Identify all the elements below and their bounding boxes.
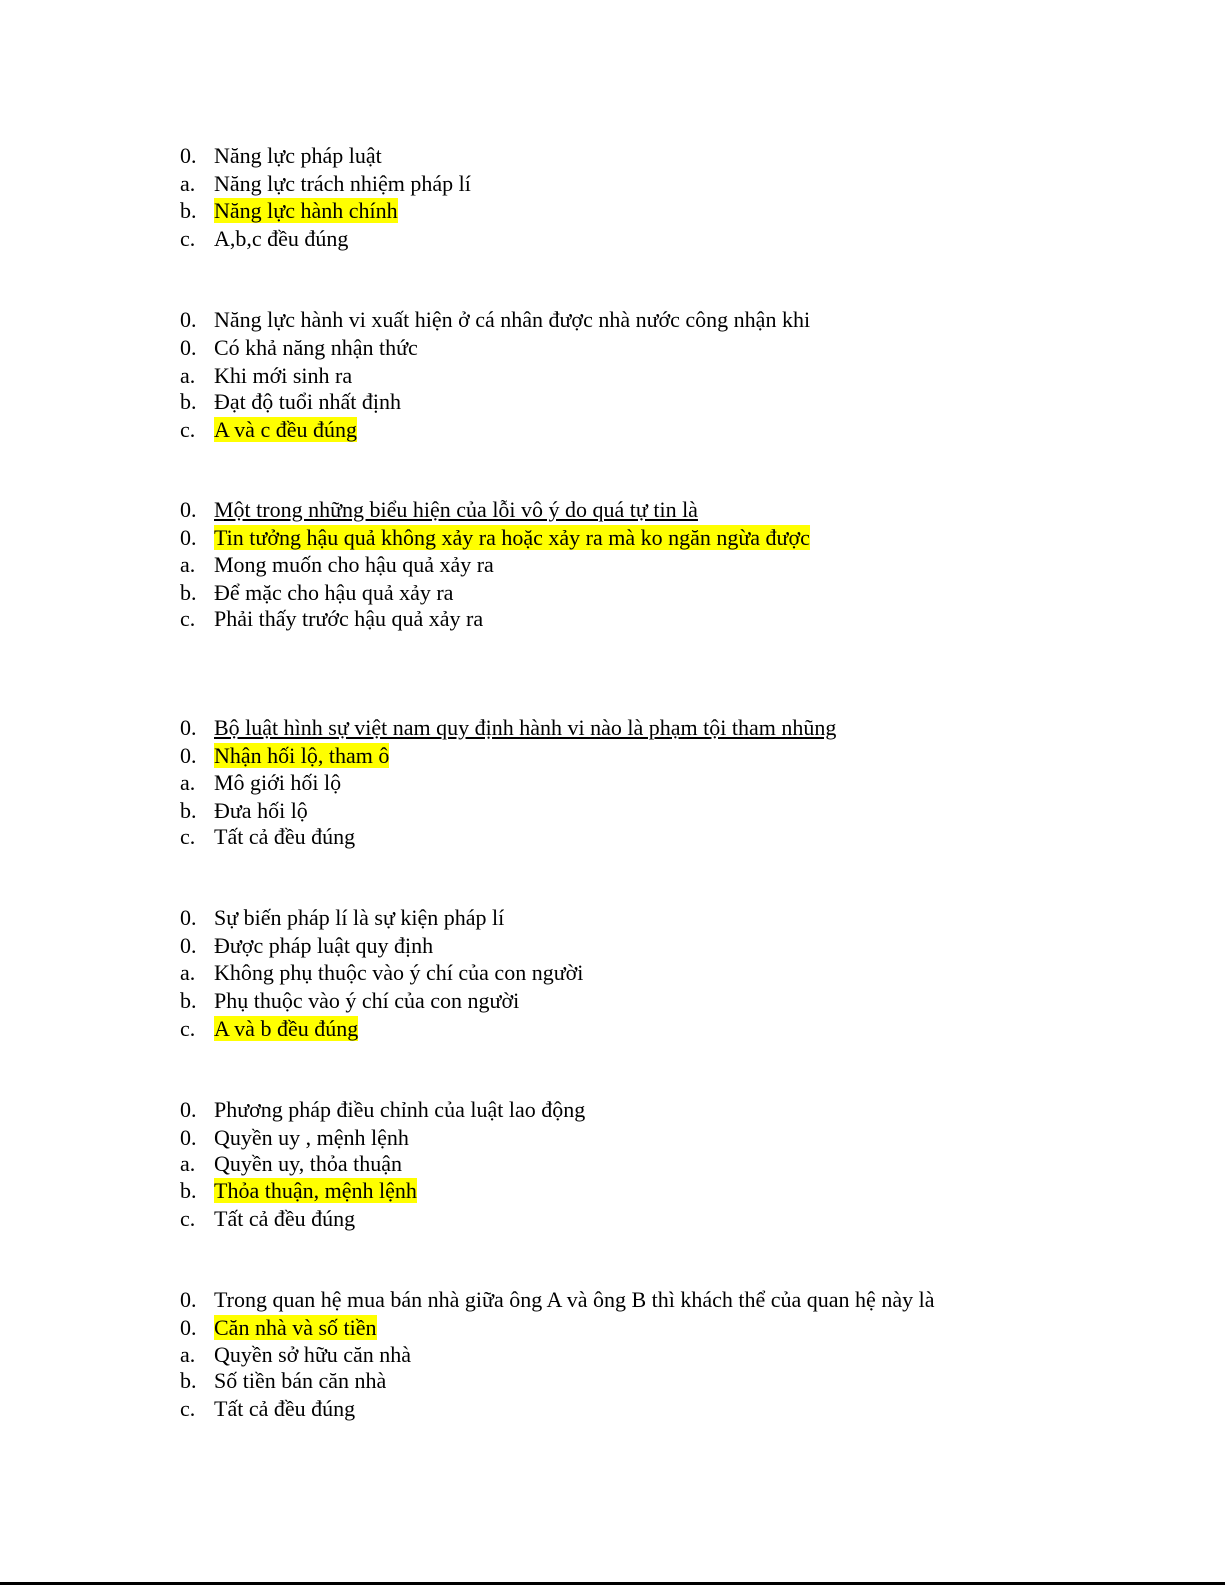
list-marker: 0. bbox=[180, 715, 197, 740]
list-item bbox=[180, 1150, 402, 1178]
list-item bbox=[180, 225, 348, 253]
question-text: Trong quan hệ mua bán nhà giữa ông A và ông B thì khách thể của quan hệ này là bbox=[214, 1287, 935, 1312]
list-marker: c. bbox=[180, 606, 196, 631]
list-item bbox=[180, 1341, 411, 1369]
list-marker: a. bbox=[180, 363, 196, 388]
list-marker: a. bbox=[180, 1151, 196, 1176]
list-marker: c. bbox=[180, 417, 196, 442]
list-marker: a. bbox=[180, 960, 196, 985]
list-item bbox=[180, 605, 483, 633]
item-text: Quyền uy , mệnh lệnh bbox=[214, 1125, 409, 1150]
question-text: Phương pháp điều chỉnh của luật lao động bbox=[214, 1097, 586, 1122]
highlighted-answer: Nhận hối lộ, tham ô bbox=[214, 743, 390, 768]
list-marker: 0. bbox=[180, 905, 197, 930]
list-item bbox=[180, 170, 471, 198]
list-item bbox=[180, 769, 341, 797]
list-marker: 0. bbox=[180, 933, 197, 958]
question bbox=[180, 1096, 585, 1124]
highlighted-answer: Căn nhà và số tiền bbox=[214, 1315, 377, 1340]
list-item bbox=[180, 1314, 377, 1342]
list-marker: c. bbox=[180, 226, 196, 251]
item-text: Số tiền bán căn nhà bbox=[214, 1368, 387, 1393]
highlighted-answer: A và b đều đúng bbox=[214, 1016, 359, 1041]
list-marker: 0. bbox=[180, 1125, 197, 1150]
list-marker: 0. bbox=[180, 143, 197, 168]
list-marker: a. bbox=[180, 1342, 196, 1367]
list-item bbox=[180, 1367, 386, 1395]
item-text: Đạt độ tuổi nhất định bbox=[214, 389, 401, 414]
list-marker: 0. bbox=[180, 497, 197, 522]
list-item bbox=[180, 551, 494, 579]
list-item bbox=[180, 524, 810, 552]
list-item bbox=[180, 579, 453, 607]
list-marker: 0. bbox=[180, 1315, 197, 1340]
list-marker: 0. bbox=[180, 307, 197, 332]
list-item bbox=[180, 416, 357, 444]
list-marker: 0. bbox=[180, 743, 197, 768]
list-marker: c. bbox=[180, 1396, 196, 1421]
item-text: Khi mới sinh ra bbox=[214, 363, 353, 388]
list-marker: 0. bbox=[180, 1097, 197, 1122]
item-text: Đưa hối lộ bbox=[214, 798, 308, 823]
list-marker: b. bbox=[180, 389, 197, 414]
item-text: Có khả năng nhận thức bbox=[214, 335, 418, 360]
item-text: Quyền uy, thỏa thuận bbox=[214, 1151, 402, 1176]
list-marker: b. bbox=[180, 580, 197, 605]
list-marker: c. bbox=[180, 1016, 196, 1041]
list-item bbox=[180, 1177, 417, 1205]
list-marker: a. bbox=[180, 770, 196, 795]
list-item bbox=[180, 823, 355, 851]
item-text: Được pháp luật quy định bbox=[214, 933, 434, 958]
list-marker: c. bbox=[180, 824, 196, 849]
highlighted-answer: A và c đều đúng bbox=[214, 417, 357, 442]
item-text: Năng lực pháp luật bbox=[214, 143, 382, 168]
list-marker: b. bbox=[180, 988, 197, 1013]
list-item bbox=[180, 1205, 355, 1233]
highlighted-answer: Năng lực hành chính bbox=[214, 198, 398, 223]
question-text: Bộ luật hình sự việt nam quy định hành vi nào là phạm tội tham nhũng bbox=[214, 715, 837, 740]
highlighted-answer: Tin tưởng hậu quả không xảy ra hoặc xảy ra mà ko ngăn ngừa được bbox=[214, 525, 810, 550]
list-item bbox=[180, 1395, 355, 1423]
question bbox=[180, 496, 698, 524]
list-item bbox=[180, 742, 389, 770]
question bbox=[180, 714, 836, 742]
item-text: Để mặc cho hậu quả xảy ra bbox=[214, 580, 454, 605]
list-item bbox=[180, 959, 583, 987]
item-text: Mong muốn cho hậu quả xảy ra bbox=[214, 552, 494, 577]
item-text: Tất cả đều đúng bbox=[214, 1396, 356, 1421]
list-marker: b. bbox=[180, 1178, 197, 1203]
item-text: A,b,c đều đúng bbox=[214, 226, 349, 251]
list-item bbox=[180, 388, 401, 416]
question bbox=[180, 306, 810, 334]
item-text: Quyền sở hữu căn nhà bbox=[214, 1342, 412, 1367]
question bbox=[180, 1286, 934, 1314]
list-item bbox=[180, 1124, 409, 1152]
list-marker: 0. bbox=[180, 1287, 197, 1312]
item-text: Phải thấy trước hậu quả xảy ra bbox=[214, 606, 484, 631]
list-marker: b. bbox=[180, 198, 197, 223]
item-text: Mô giới hối lộ bbox=[214, 770, 342, 795]
list-item bbox=[180, 142, 382, 170]
item-text: Tất cả đều đúng bbox=[214, 824, 356, 849]
list-item bbox=[180, 362, 352, 390]
list-item bbox=[180, 797, 308, 825]
item-text: Năng lực trách nhiệm pháp lí bbox=[214, 171, 471, 196]
list-marker: a. bbox=[180, 552, 196, 577]
item-text: Tất cả đều đúng bbox=[214, 1206, 356, 1231]
list-marker: b. bbox=[180, 798, 197, 823]
question bbox=[180, 904, 504, 932]
item-text: Phụ thuộc vào ý chí của con người bbox=[214, 988, 520, 1013]
list-marker: c. bbox=[180, 1206, 196, 1231]
list-marker: a. bbox=[180, 171, 196, 196]
question-text: Một trong những biểu hiện của lỗi vô ý do quá tự tin là bbox=[214, 497, 698, 522]
list-marker: b. bbox=[180, 1368, 197, 1393]
list-item bbox=[180, 987, 519, 1015]
list-item bbox=[180, 1015, 358, 1043]
list-marker: 0. bbox=[180, 525, 197, 550]
list-item bbox=[180, 197, 398, 225]
question-text: Năng lực hành vi xuất hiện ở cá nhân được nhà nước công nhận khi bbox=[214, 307, 811, 332]
list-item bbox=[180, 334, 418, 362]
list-marker: 0. bbox=[180, 335, 197, 360]
highlighted-answer: Thỏa thuận, mệnh lệnh bbox=[214, 1178, 417, 1203]
list-item bbox=[180, 932, 433, 960]
item-text: Không phụ thuộc vào ý chí của con người bbox=[214, 960, 584, 985]
question-text: Sự biến pháp lí là sự kiện pháp lí bbox=[214, 905, 505, 930]
